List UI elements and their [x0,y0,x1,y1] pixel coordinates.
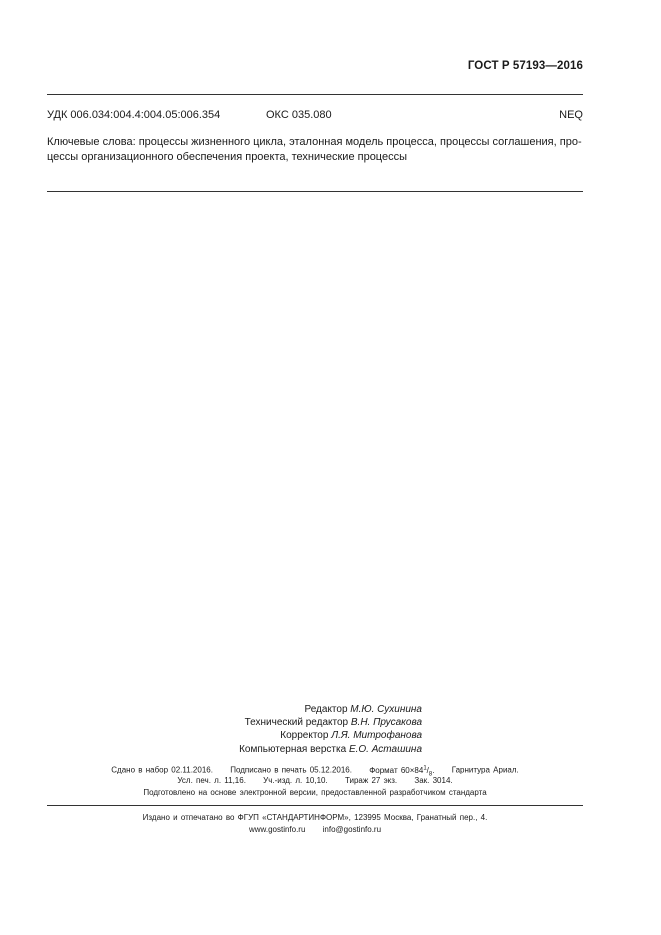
oks-code: ОКС 035.080 [266,109,332,121]
email-link[interactable]: info@gostinfo.ru [322,825,382,834]
contacts-line [47,825,583,834]
imprint-prepared: Подготовлено на основе электронной версии, предоставленной разработчиком стандарта [143,788,487,797]
correspondence-degree: NEQ [559,109,583,121]
credit-row-proofreader [160,729,422,742]
classification-row [47,109,583,123]
submitted-date: Сдано в набор 02.11.2016. [111,765,213,775]
signed-date: Подписано в печать 05.12.2016. [230,765,352,775]
credit-role: Корректор [280,730,329,742]
credit-role: Компьютерная верстка [239,743,347,755]
publisher-line: Издано и отпечатано во ФГУП «СТАНДАРТИНФОРМ», 123995 Москва, Гранатный пер., 4. [142,813,488,822]
keywords-line-2: цессы организационного обеспечения проекта, технические процессы [47,150,408,163]
publ-sheets: Уч.-изд. л. 10,10. [263,776,328,785]
credit-row-layout [160,743,422,756]
keywords-divider [47,191,583,192]
print-sheets: Усл. печ. л. 11,16. [177,776,246,785]
credit-row-tech-editor [160,716,422,729]
credit-name: Е.О. Асташина [348,743,422,755]
imprint-divider [47,805,583,806]
keywords-line-1: Ключевые слова: процессы жизненного цикла, эталонная модель процесса, процессы соглашения, про- [47,136,582,148]
credit-name: М.Ю. Сухинина [350,704,422,715]
credit-role: Редактор [304,704,348,715]
standard-number: ГОСТ Р 57193—2016 [467,60,583,72]
credit-row-editor [160,703,422,716]
website-link[interactable]: www.gostinfo.ru [248,825,306,834]
keywords-block [47,135,583,164]
top-divider [47,94,583,95]
credits-block [160,703,422,756]
credit-name: Л.Я. Митрофанова [331,730,422,742]
imprint-line-sheets [47,776,583,785]
credit-name: В.Н. Прусакова [350,717,422,729]
typeface: Гарнитура Ариал. [451,765,519,775]
order-number: Зак. 3014. [414,776,453,785]
paper-format: Формат $60\times 84^1/_8$. [369,765,435,778]
credit-role: Технический редактор [244,717,349,729]
circulation: Тираж 27 экз. [344,776,398,785]
udk-code: УДК 006.034:004.4:004.05:006.354 [47,109,221,121]
